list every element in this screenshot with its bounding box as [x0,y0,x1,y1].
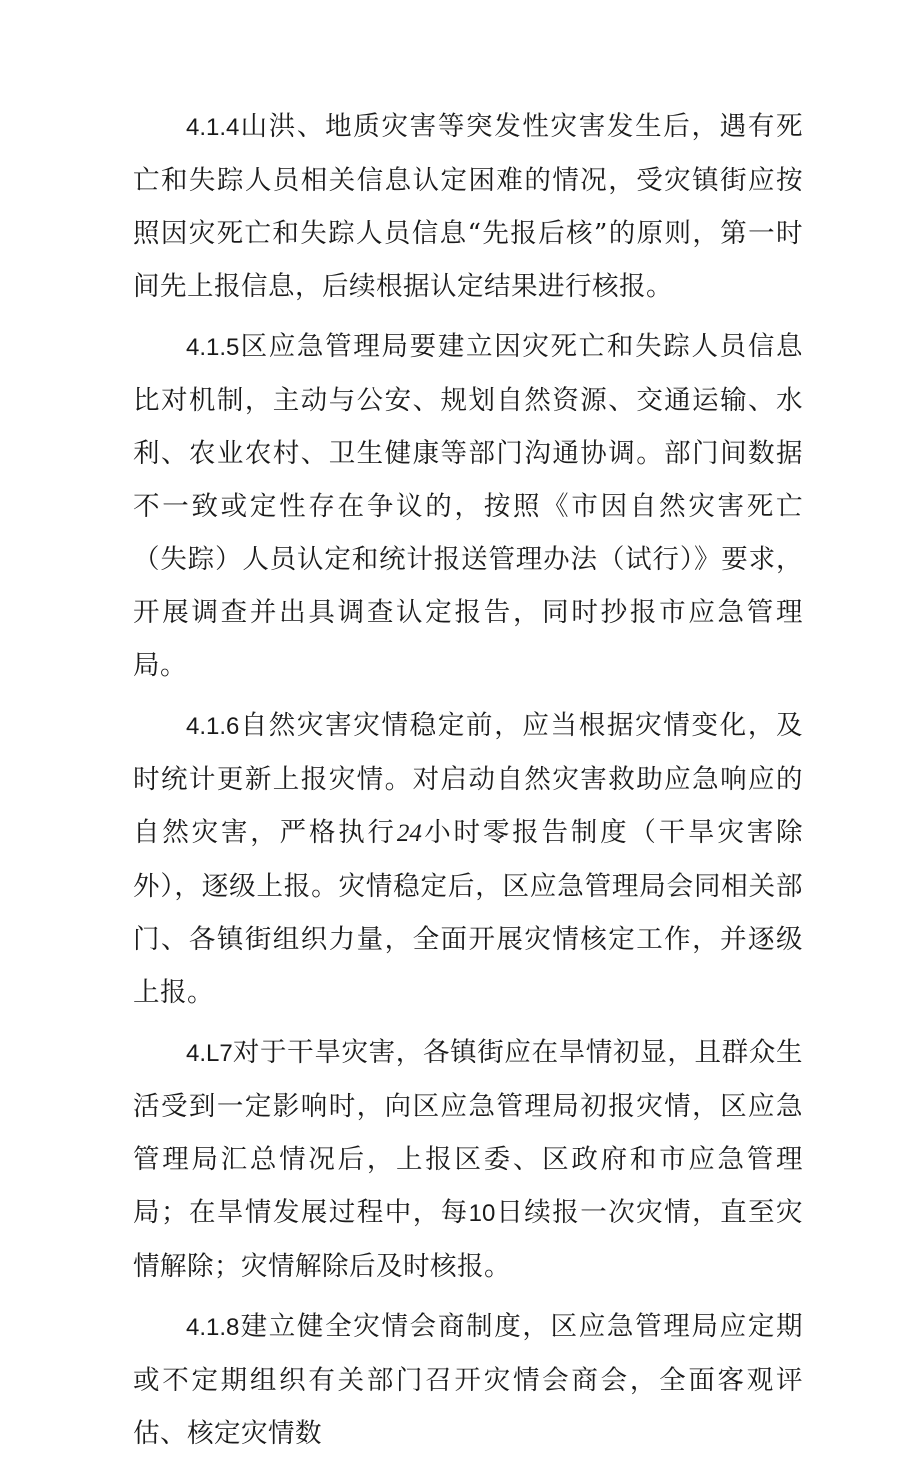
paragraph-text: 建立健全灾情会商制度，区应急管理局应定期或不定期组织有关部门召开灾情会商会，全面客观评估、核定灾情数 [133,1311,803,1449]
hours-value: 24 [396,820,422,847]
paragraph-4-1-4 [133,100,803,313]
paragraph-text-part-2: 日续报一次灾情，直至灾情解除；灾情解除后及时核报。 [133,1197,804,1282]
paragraph-text-part-1: 对于干旱灾害，各镇街应在旱情初显，且群众生活受到一定影响时，向区应急管理局初报灾情，区应急管理局汇总情况后，上报区委、区政府和市应急管理局；在旱情发展过程中，每 [133,1037,803,1228]
paragraph-text-part-1: 自然灾害灾情稳定前，应当根据灾情变化，及时统计更新上报灾情。对启动自然灾害救助应急响应的自然灾害，严格执行 [133,710,803,848]
paragraph-number: 4.1.8 [186,1314,240,1341]
days-value: 10 [468,1200,496,1227]
paragraph-text: 区应急管理局要建立因灾死亡和失踪人员信息比对机制，主动与公安、规划自然资源、交通运输、水利、农业农村、卫生健康等部门沟通协调。部门间数据不一致或定性存在争议的，按照《市因自然灾害死亡（失踪）人员认定和统计报送管理办法（试行）》要求，开展调查并出具调查认定报告，同时抄报市应急管理局。 [133,331,803,681]
paragraph-4-1-6 [133,699,803,1019]
paragraph-number: 4.1.4 [186,114,240,141]
paragraph-4-1-7 [133,1026,803,1293]
paragraph-4-1-5 [133,320,803,692]
paragraph-number: 4.1.5 [186,334,240,361]
paragraph-text-part-2: 小时零报告制度（干旱灾害除外），逐级上报。灾情稳定后，区应急管理局会同相关部门、各镇街组织力量，全面开展灾情核定工作，并逐级上报。 [133,817,804,1008]
document-body [133,100,803,1467]
paragraph-text: 山洪、地质灾害等突发性灾害发生后，遇有死亡和失踪人员相关信息认定困难的情况，受灾镇街应按照因灾死亡和失踪人员信息“先报后核”的原则，第一时间先上报信息，后续根据认定结果进行核报。 [133,111,803,302]
paragraph-number: 4.L7 [186,1040,233,1067]
paragraph-4-1-8 [133,1300,803,1460]
paragraph-number: 4.1.6 [186,713,240,740]
